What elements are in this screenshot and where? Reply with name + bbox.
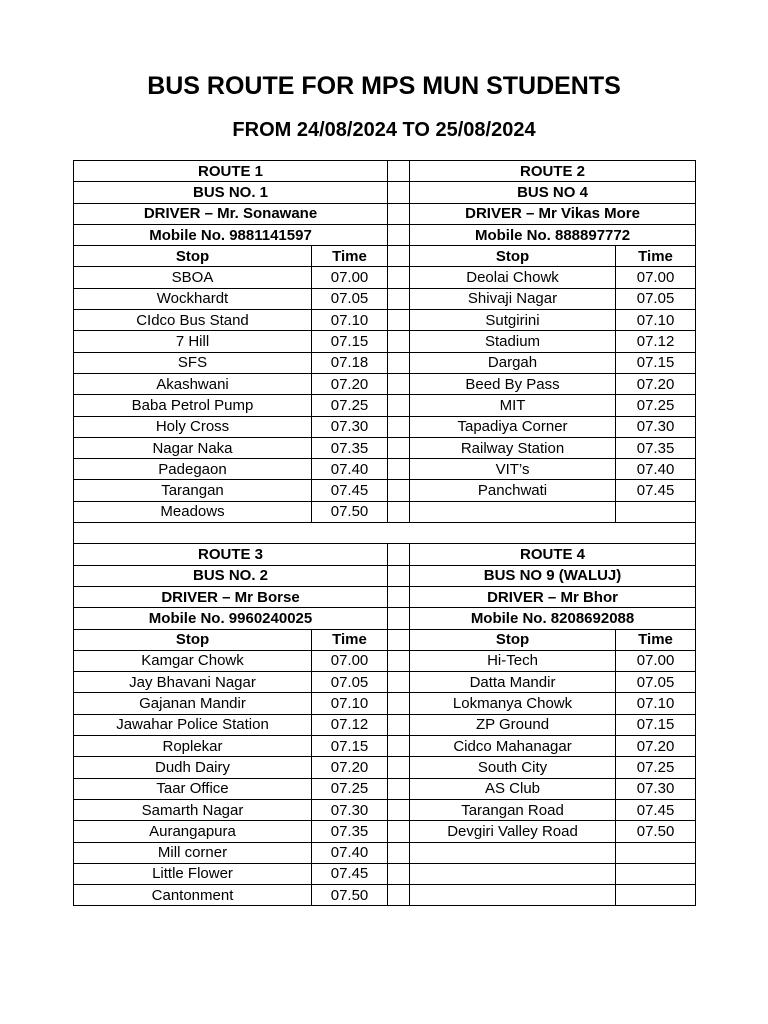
- stop-time: 07.20: [312, 757, 388, 778]
- stop-name: AS Club: [410, 778, 616, 799]
- stop-name: Akashwani: [74, 373, 312, 394]
- stop-time: 07.05: [616, 288, 696, 309]
- column-header-row: [74, 629, 696, 650]
- stop-time: 07.12: [616, 331, 696, 352]
- stop-name: Nagar Naka: [74, 437, 312, 458]
- column-gap: [388, 288, 410, 309]
- route-info-row: [74, 161, 696, 182]
- route-heading: ROUTE 1: [74, 161, 388, 182]
- mobile-number: Mobile No. 9960240025: [74, 608, 388, 629]
- stop-name: SFS: [74, 352, 312, 373]
- route-heading: ROUTE 4: [410, 544, 696, 565]
- column-gap: [388, 161, 410, 182]
- table-row: [74, 501, 696, 522]
- stop-name: CIdco Bus Stand: [74, 310, 312, 331]
- stop-name: Aurangapura: [74, 821, 312, 842]
- driver-name: DRIVER – Mr Bhor: [410, 586, 696, 607]
- table-row: [74, 778, 696, 799]
- stop-time: 07.35: [312, 821, 388, 842]
- stop-header: Stop: [410, 629, 616, 650]
- stop-name: Taar Office: [74, 778, 312, 799]
- table-row: [74, 416, 696, 437]
- stop-name: [410, 885, 616, 906]
- column-gap: [388, 373, 410, 394]
- stop-name: Sutgirini: [410, 310, 616, 331]
- stop-time: 07.25: [312, 395, 388, 416]
- stop-header: Stop: [74, 246, 312, 267]
- time-header: Time: [312, 246, 388, 267]
- stop-name: Hi-Tech: [410, 650, 616, 671]
- stop-time: 07.50: [312, 885, 388, 906]
- stop-name: Jawahar Police Station: [74, 714, 312, 735]
- stop-time: 07.20: [616, 373, 696, 394]
- stop-name: Roplekar: [74, 736, 312, 757]
- column-gap: [388, 714, 410, 735]
- stop-name: Lokmanya Chowk: [410, 693, 616, 714]
- stop-name: Panchwati: [410, 480, 616, 501]
- column-gap: [388, 480, 410, 501]
- table-row: [74, 288, 696, 309]
- stop-name: Beed By Pass: [410, 373, 616, 394]
- column-gap: [388, 778, 410, 799]
- bus-number: BUS NO. 2: [74, 565, 388, 586]
- table-row: [74, 757, 696, 778]
- stop-time: 07.30: [616, 778, 696, 799]
- stop-time: 07.40: [616, 459, 696, 480]
- stop-time: 07.20: [616, 736, 696, 757]
- stop-time: 07.30: [312, 799, 388, 820]
- route-info-row: [74, 608, 696, 629]
- table-row: [74, 672, 696, 693]
- stop-time: 07.10: [616, 693, 696, 714]
- stop-name: Tarangan Road: [410, 799, 616, 820]
- column-gap: [388, 863, 410, 884]
- stop-time: [616, 842, 696, 863]
- driver-name: DRIVER – Mr. Sonawane: [74, 203, 388, 224]
- stop-time: 07.20: [312, 373, 388, 394]
- stop-name: 7 Hill: [74, 331, 312, 352]
- column-gap: [388, 416, 410, 437]
- column-gap: [388, 693, 410, 714]
- column-gap: [388, 799, 410, 820]
- stop-time: 07.05: [312, 288, 388, 309]
- driver-name: DRIVER – Mr Borse: [74, 586, 388, 607]
- stop-time: 07.10: [312, 693, 388, 714]
- column-gap: [388, 586, 410, 607]
- stop-time: 07.15: [616, 714, 696, 735]
- mobile-number: Mobile No. 9881141597: [74, 224, 388, 245]
- stop-time: 07.00: [312, 267, 388, 288]
- route-heading: ROUTE 2: [410, 161, 696, 182]
- stop-header: Stop: [74, 629, 312, 650]
- column-gap: [388, 395, 410, 416]
- stop-time: 07.25: [616, 395, 696, 416]
- stop-name: Devgiri Valley Road: [410, 821, 616, 842]
- stop-name: Tarangan: [74, 480, 312, 501]
- column-gap: [388, 352, 410, 373]
- table-row: [74, 714, 696, 735]
- stop-name: Baba Petrol Pump: [74, 395, 312, 416]
- route-schedule-table: [73, 160, 696, 906]
- column-gap: [388, 629, 410, 650]
- table-row: [74, 693, 696, 714]
- table-row: [74, 310, 696, 331]
- stop-name: [410, 863, 616, 884]
- stop-time: 07.45: [312, 480, 388, 501]
- column-gap: [388, 544, 410, 565]
- stop-name: Cantonment: [74, 885, 312, 906]
- table-row: [74, 863, 696, 884]
- driver-name: DRIVER – Mr Vikas More: [410, 203, 696, 224]
- stop-name: Gajanan Mandir: [74, 693, 312, 714]
- column-gap: [388, 331, 410, 352]
- page-title: BUS ROUTE FOR MPS MUN STUDENTS: [147, 72, 621, 100]
- stop-time: 07.40: [312, 842, 388, 863]
- stop-time: 07.00: [312, 650, 388, 671]
- stop-name: Shivaji Nagar: [410, 288, 616, 309]
- stop-time: 07.40: [312, 459, 388, 480]
- table-row: [74, 842, 696, 863]
- stop-time: 07.10: [312, 310, 388, 331]
- stop-time: [616, 501, 696, 522]
- mobile-number: Mobile No. 888897772: [410, 224, 696, 245]
- stop-name: Kamgar Chowk: [74, 650, 312, 671]
- stop-time: 07.45: [616, 480, 696, 501]
- stop-name: Little Flower: [74, 863, 312, 884]
- column-gap: [388, 842, 410, 863]
- stop-time: 07.00: [616, 267, 696, 288]
- stop-time: 07.15: [312, 331, 388, 352]
- stop-name: Dargah: [410, 352, 616, 373]
- stop-time: 07.15: [616, 352, 696, 373]
- stop-time: 07.30: [312, 416, 388, 437]
- separator-cell: [74, 523, 696, 544]
- date-range-subtitle: FROM 24/08/2024 TO 25/08/2024: [232, 119, 536, 141]
- column-gap: [388, 608, 410, 629]
- column-gap: [388, 203, 410, 224]
- table-row: [74, 352, 696, 373]
- stop-time: 07.50: [312, 501, 388, 522]
- column-gap: [388, 246, 410, 267]
- table-row: [74, 395, 696, 416]
- stop-time: 07.15: [312, 736, 388, 757]
- stop-name: Datta Mandir: [410, 672, 616, 693]
- column-gap: [388, 224, 410, 245]
- mobile-number: Mobile No. 8208692088: [410, 608, 696, 629]
- route-info-row: [74, 565, 696, 586]
- stop-name: [410, 842, 616, 863]
- table-row: [74, 650, 696, 671]
- block-separator-row: [74, 523, 696, 544]
- table-row: [74, 331, 696, 352]
- table-row: [74, 799, 696, 820]
- stop-name: Tapadiya Corner: [410, 416, 616, 437]
- stop-time: 07.12: [312, 714, 388, 735]
- column-gap: [388, 565, 410, 586]
- column-gap: [388, 650, 410, 671]
- stop-time: 07.45: [312, 863, 388, 884]
- stop-time: 07.50: [616, 821, 696, 842]
- time-header: Time: [616, 629, 696, 650]
- bus-number: BUS NO. 1: [74, 182, 388, 203]
- bus-number: BUS NO 9 (WALUJ): [410, 565, 696, 586]
- stop-time: 07.10: [616, 310, 696, 331]
- stop-name: Cidco Mahanagar: [410, 736, 616, 757]
- table-row: [74, 885, 696, 906]
- stop-name: Padegaon: [74, 459, 312, 480]
- stop-name: Dudh Dairy: [74, 757, 312, 778]
- stop-name: [410, 501, 616, 522]
- column-gap: [388, 459, 410, 480]
- stop-time: 07.35: [312, 437, 388, 458]
- column-gap: [388, 757, 410, 778]
- route-info-row: [74, 224, 696, 245]
- stop-name: Jay Bhavani Nagar: [74, 672, 312, 693]
- stop-name: Wockhardt: [74, 288, 312, 309]
- table-row: [74, 736, 696, 757]
- stop-name: ZP Ground: [410, 714, 616, 735]
- stop-name: MIT: [410, 395, 616, 416]
- stop-name: Stadium: [410, 331, 616, 352]
- column-header-row: [74, 246, 696, 267]
- stop-name: Mill corner: [74, 842, 312, 863]
- stop-header: Stop: [410, 246, 616, 267]
- stop-time: [616, 863, 696, 884]
- table-row: [74, 373, 696, 394]
- time-header: Time: [616, 246, 696, 267]
- table-row: [74, 459, 696, 480]
- column-gap: [388, 501, 410, 522]
- bus-number: BUS NO 4: [410, 182, 696, 203]
- stop-name: SBOA: [74, 267, 312, 288]
- stop-time: 07.00: [616, 650, 696, 671]
- column-gap: [388, 310, 410, 331]
- stop-name: Deolai Chowk: [410, 267, 616, 288]
- stop-time: 07.05: [616, 672, 696, 693]
- column-gap: [388, 437, 410, 458]
- stop-time: 07.25: [312, 778, 388, 799]
- stop-name: Meadows: [74, 501, 312, 522]
- stop-time: 07.45: [616, 799, 696, 820]
- stop-name: South City: [410, 757, 616, 778]
- column-gap: [388, 267, 410, 288]
- table-row: [74, 267, 696, 288]
- route-info-row: [74, 203, 696, 224]
- column-gap: [388, 672, 410, 693]
- column-gap: [388, 821, 410, 842]
- table-row: [74, 480, 696, 501]
- table-row: [74, 821, 696, 842]
- stop-time: [616, 885, 696, 906]
- stop-time: 07.25: [616, 757, 696, 778]
- column-gap: [388, 182, 410, 203]
- stop-name: Samarth Nagar: [74, 799, 312, 820]
- stop-time: 07.18: [312, 352, 388, 373]
- stop-name: VIT’s: [410, 459, 616, 480]
- route-info-row: [74, 544, 696, 565]
- route-heading: ROUTE 3: [74, 544, 388, 565]
- time-header: Time: [312, 629, 388, 650]
- stop-time: 07.35: [616, 437, 696, 458]
- stop-time: 07.30: [616, 416, 696, 437]
- stop-time: 07.05: [312, 672, 388, 693]
- stop-name: Railway Station: [410, 437, 616, 458]
- stop-name: Holy Cross: [74, 416, 312, 437]
- route-info-row: [74, 182, 696, 203]
- column-gap: [388, 736, 410, 757]
- route-info-row: [74, 586, 696, 607]
- table-row: [74, 437, 696, 458]
- column-gap: [388, 885, 410, 906]
